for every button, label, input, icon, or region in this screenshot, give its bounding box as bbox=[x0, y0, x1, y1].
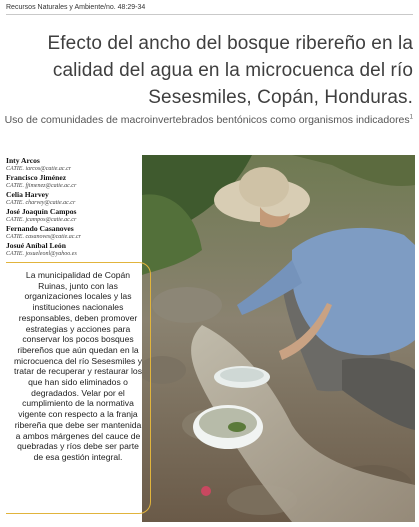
author-entry bbox=[6, 224, 138, 241]
author-entry bbox=[6, 173, 138, 190]
author-name: José Joaquín Campos bbox=[6, 207, 77, 216]
article-subtitle bbox=[3, 114, 413, 126]
author-name: Celia Harvey bbox=[6, 190, 49, 199]
callout-text: La municipalidad de Copán Ruinas, junto con las organizaciones locales y las instituciones nacionales responsables, deben promover estrategias y acciones para conservar los pocos bosques ribereños que aún quedan en la microcuenca del río Sesesmiles y tratar de recuperar y restaurar los que han sido eliminados o degradados. Velar por el cumplimiento de la normativa vigente con respecto a la franja ribereña que debe ser mantenida a ambos márgenes del cauce de quebradas y ríos debe ser parte de esa gestión integral. bbox=[14, 270, 143, 462]
author-entry bbox=[6, 207, 138, 224]
author-email: CATIE. jcampos@catie.ac.cr bbox=[6, 217, 77, 223]
author-email: CATIE. josueleonl@yahoo.es bbox=[6, 251, 77, 257]
author-entry bbox=[6, 241, 138, 258]
author-entry bbox=[6, 156, 138, 173]
article-title bbox=[3, 30, 413, 111]
title-line-3: Sesesmiles, Copán, Honduras. bbox=[148, 87, 413, 108]
author-email: CATIE. fjimenez@catie.ac.cr bbox=[6, 183, 77, 189]
title-line-1: Efecto del ancho del bosque ribereño en la bbox=[47, 33, 413, 54]
title-line-2: calidad del agua en la microcuenca del río bbox=[52, 60, 413, 81]
author-name: Josué Aníbal León bbox=[6, 241, 66, 250]
field-photo-illustration bbox=[142, 155, 415, 522]
author-entry bbox=[6, 190, 138, 207]
author-name: Francisco Jiménez bbox=[6, 173, 67, 182]
author-email: CATIE. casanoves@catie.ac.cr bbox=[6, 234, 81, 240]
author-name: Inty Arcos bbox=[6, 156, 40, 165]
header-divider bbox=[6, 14, 413, 15]
author-name: Fernando Casanoves bbox=[6, 224, 74, 233]
author-email: CATIE. charvey@catie.ac.cr bbox=[6, 200, 76, 206]
author-email: CATIE. iarcos@catie.ac.cr bbox=[6, 166, 72, 172]
footnote-marker: 1 bbox=[409, 114, 413, 121]
subtitle-text: Uso de comunidades de macroinvertebrados bentónicos como organismos indicadores bbox=[4, 114, 410, 126]
journal-citation: Recursos Naturales y Ambiente/no. 48:29-34 bbox=[6, 4, 146, 11]
field-photo bbox=[142, 155, 415, 522]
author-list bbox=[6, 156, 138, 258]
